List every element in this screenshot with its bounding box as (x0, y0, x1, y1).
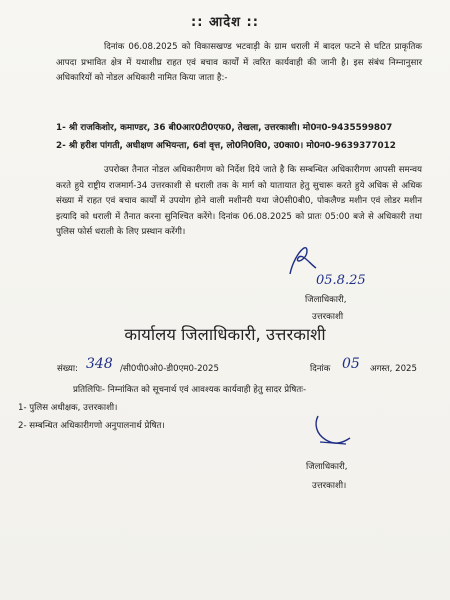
order-signatory-place: उत्तरकाशी (312, 312, 344, 322)
order-paragraph-1: दिनांक 06.08.2025 को विकासखण्ड भटवाड़ी के ग्राम धराली में बादल फटने से घटित प्राकृतिक आपदा प्रभावित क्षेत्र में यथाशीघ्र राहत एवं बचाव कार्यों में त्वरित कार्यवाही की जानी है। इस संबंध निम्नानुसार अधिकारियों को नोडल अधिकारी नामित किया जाता है:- (56, 42, 422, 83)
signature-date: 05.8.25 (316, 273, 366, 288)
number-reference: /सी0पी0ओ0-डी0एम0-2025 (120, 364, 219, 374)
endorsement-signatory-place: उत्तरकाशी। (312, 481, 347, 491)
endorsement-signature-icon (306, 412, 356, 452)
date-month-year: अगस्त, 2025 (370, 364, 417, 374)
date-day: 05 (342, 356, 360, 372)
office-title: कार्यालय जिलाधिकारी, उत्तरकाशी (124, 325, 326, 344)
order-signatory: जिलाधिकारी, (305, 295, 347, 305)
date-label: दिनांक (310, 364, 331, 374)
number-handwritten: 348 (86, 356, 113, 372)
recipient-1: 1- पुलिस अधीक्षक, उत्तरकाशी। (18, 403, 118, 413)
recipient-2: 2- सम्बन्धित अधिकारीगणो अनुपालनार्थ प्रेषित। (18, 421, 165, 431)
number-label: संख्या: (57, 364, 78, 374)
order-paragraph-2: उपरोक्त तैनात नोडल अधिकारीगण को निर्देश दिये जाते है कि सम्बन्धित अधिकारीगण आपसी समन्वय करते हुये राष्ट्रीय राजमार्ग-34 उत्तरकाशी से धराली तक के मार्ग को यातायात हेतु सुचारू करते हुये अधिक से अधिक संख्या में राहत एवं बचाव कार्यों में उपयोग होने वाली मशीनरी यथा जे0सी0बी0, पोकलैण्ड मशीन एवं लोडर मशीन इत्यादि को धराली में तैनात करना सुनिश्चित करेंगे। दिनांक 06.08.2025 को प्रातः 05:00 बजे से अधिकारी तथा पुलिस फोर्स धराली के लिए प्रस्थान करेंगी। (56, 165, 422, 237)
copy-line: प्रतिलिपिः- निम्नांकित को सूचनार्थ एवं आवश्यक कार्यवाही हेतु सादर प्रेषितः- (73, 385, 307, 395)
officer-1: 1- श्री राजकिशोर, कमाण्डर, 36 बी0आर0टी0एफ0, तेखला, उत्तरकाशी। मो0न0-9435599807 (56, 123, 393, 133)
endorsement-signatory: जिलाधिकारी, (306, 462, 348, 472)
order-heading: :: आदेश :: (191, 15, 259, 30)
officer-2: 2- श्री हरीश पांगती, अधीक्षण अभियन्ता, 6वां वृत्त, लो0नि0वि0, उ0का0। मो0न0-9639377012 (56, 141, 396, 151)
